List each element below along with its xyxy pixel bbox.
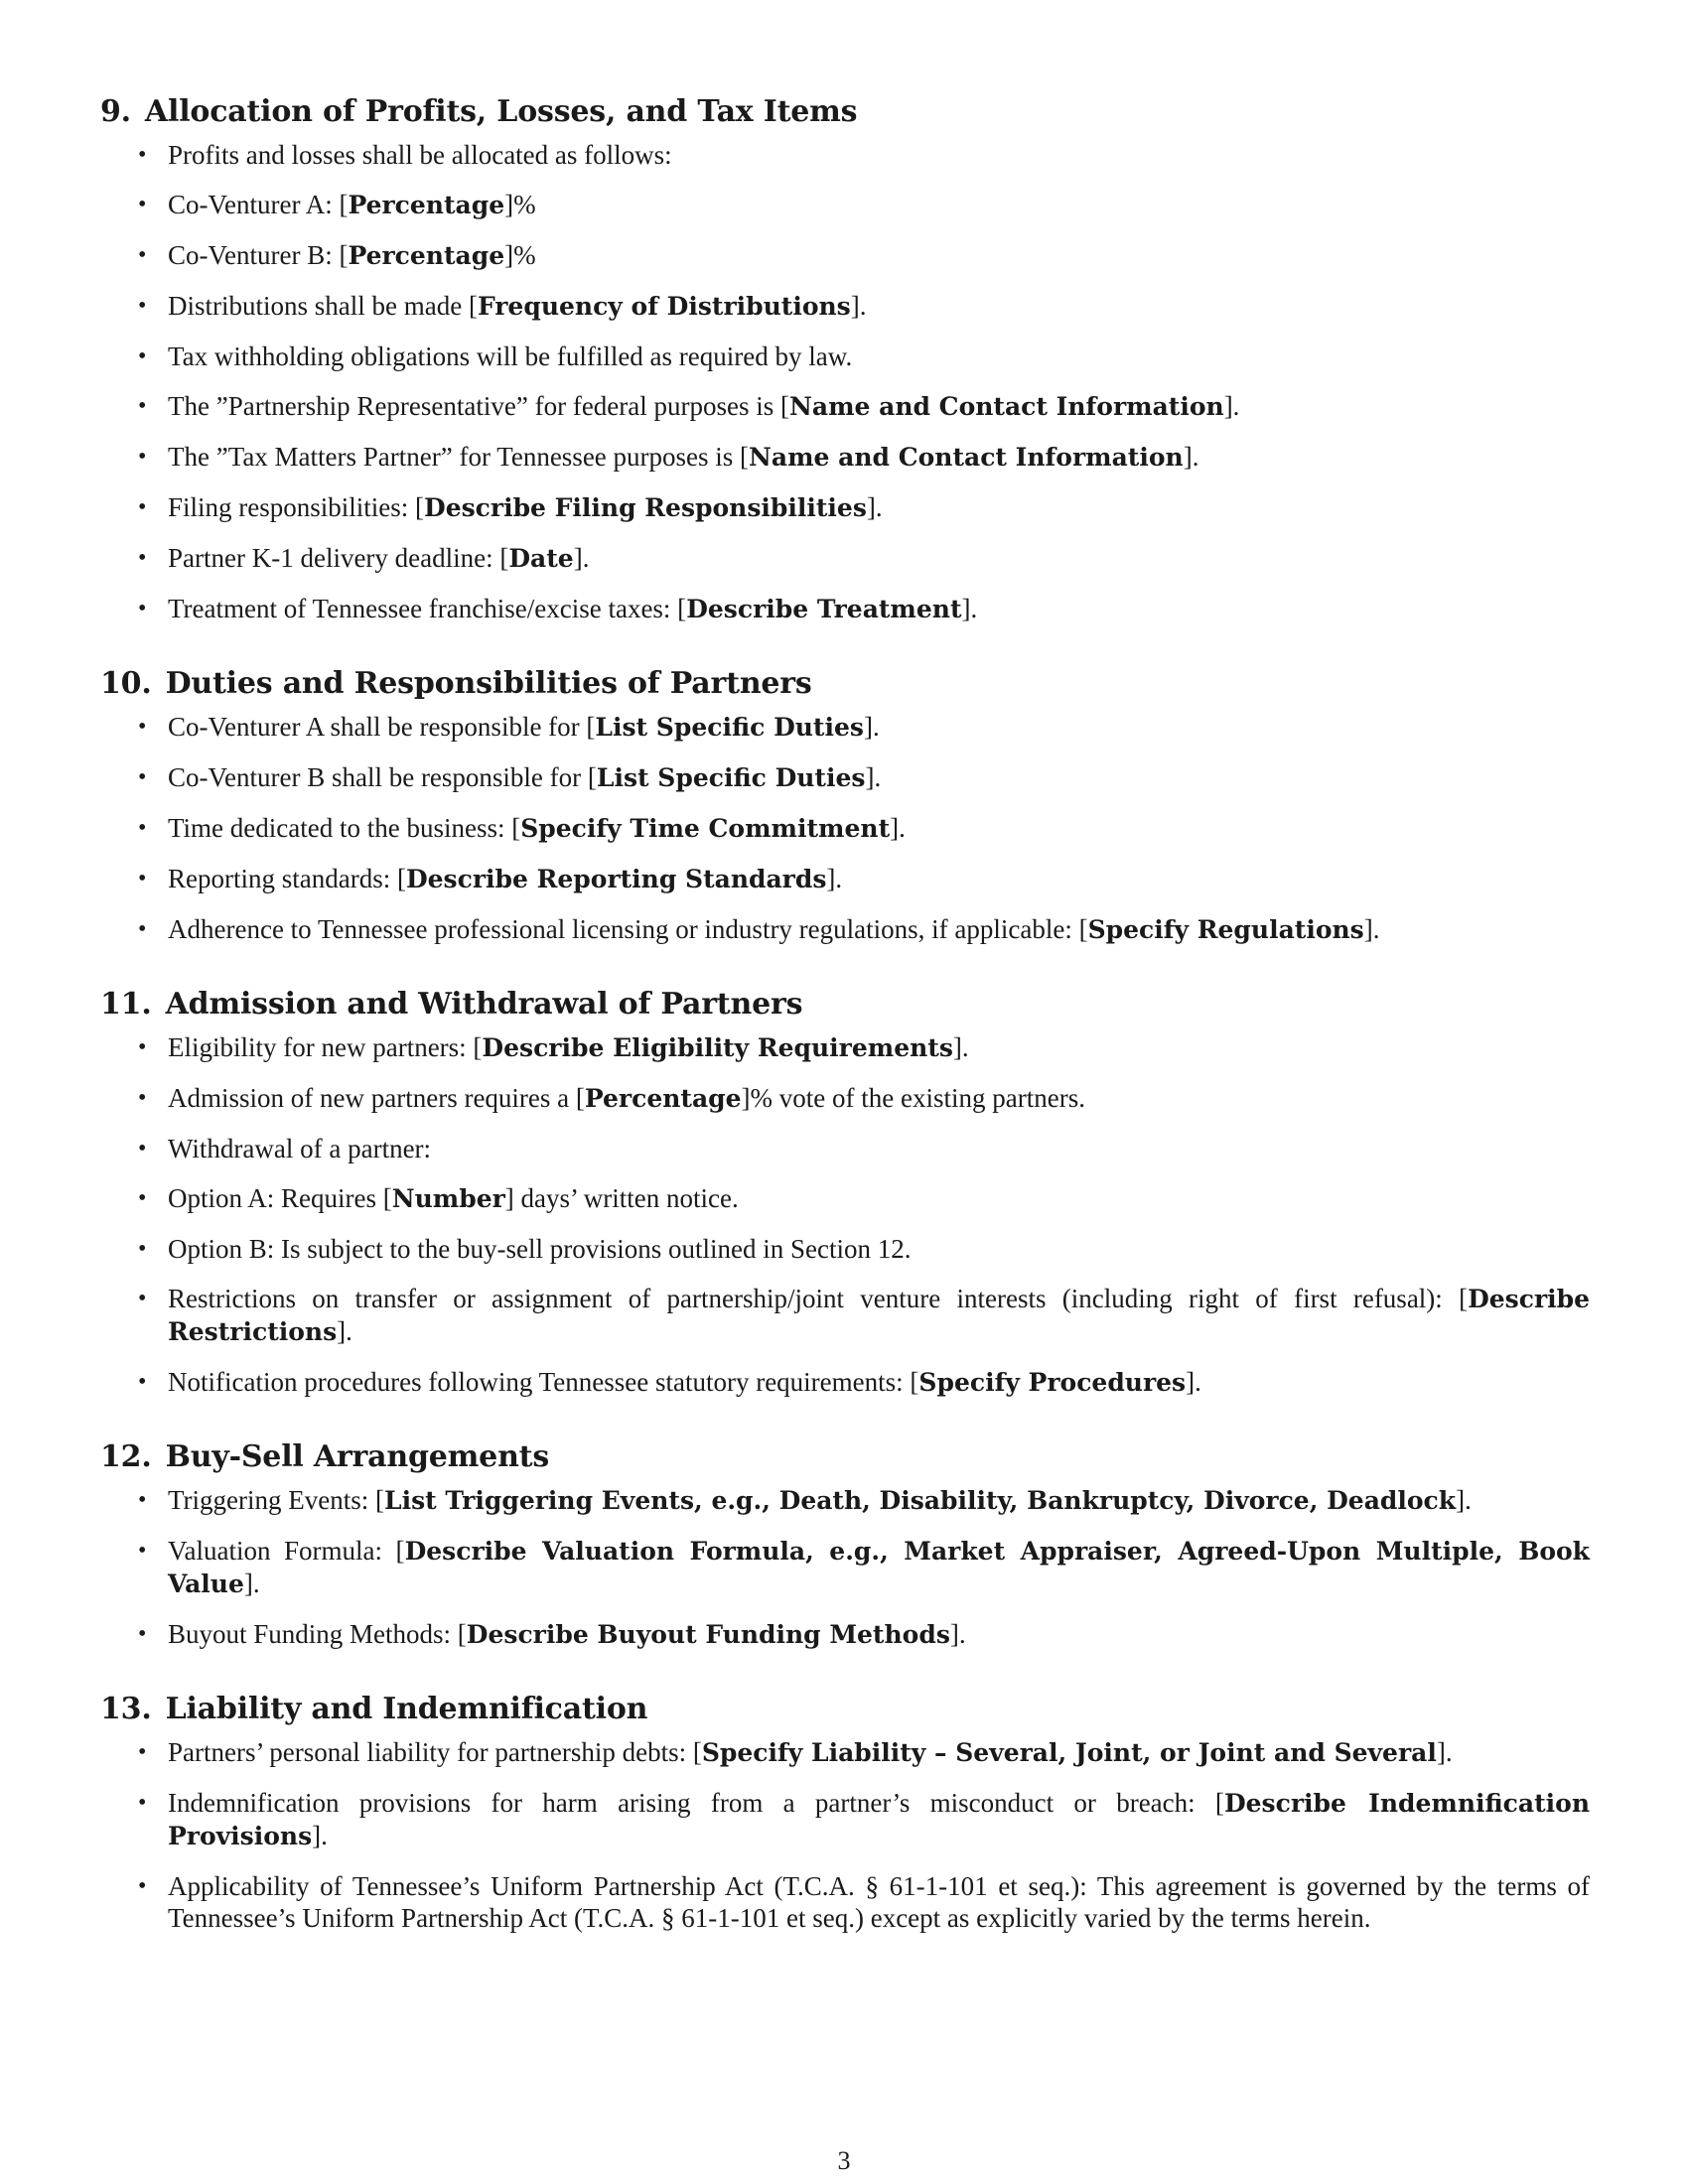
section-heading — [100, 91, 1590, 133]
item-text: Co-Venturer B: [ — [168, 240, 349, 270]
item-text: Valuation Formula: [ — [168, 1536, 405, 1566]
list-item — [100, 1082, 1590, 1115]
section-0 — [100, 91, 1590, 625]
section-number: 12. — [100, 1439, 152, 1474]
item-text: ]% — [504, 240, 536, 270]
bullet-list — [100, 1031, 1590, 1399]
placeholder-field: Describe Valuation Formula, e.g., Market Appraiser, Agreed-Upon Multiple, Book Value — [168, 1537, 1590, 1598]
placeholder-field: List Triggering Events, e.g., Death, Disability, Bankruptcy, Divorce, Deadlock — [384, 1486, 1457, 1515]
list-item — [100, 761, 1590, 794]
item-text: ]. — [826, 864, 843, 893]
item-text: Partner K-1 delivery deadline: [ — [168, 543, 509, 573]
section-4 — [100, 1689, 1590, 1934]
placeholder-field: Specify Regulations — [1087, 915, 1364, 944]
section-number: 11. — [100, 987, 152, 1022]
item-text: ]. — [949, 1619, 966, 1649]
item-text: Indemnification provisions for harm arising from a partner’s misconduct or breach: [ — [168, 1788, 1224, 1818]
item-text: ]. — [1223, 391, 1240, 421]
item-text: Co-Venturer B shall be responsible for [ — [168, 762, 597, 792]
item-text: Option B: Is subject to the buy-sell provisions outlined in Section 12. — [168, 1234, 912, 1264]
placeholder-field: Specify Liability – Several, Joint, or Joint and Several — [701, 1738, 1437, 1767]
placeholder-field: Describe Buyout Funding Methods — [466, 1620, 950, 1649]
item-text: Withdrawal of a partner: — [168, 1134, 432, 1163]
item-text: Distributions shall be made [ — [168, 291, 478, 321]
item-text: The ”Partnership Representative” for federal purposes is [ — [168, 391, 790, 421]
placeholder-field: Describe Treatment — [686, 595, 962, 623]
document-body — [100, 91, 1590, 1972]
list-item — [100, 239, 1590, 272]
placeholder-field: Describe Filing Responsibilities — [424, 493, 867, 522]
item-text: ]. — [961, 594, 978, 623]
placeholder-field: Specify Time Commitment — [520, 814, 891, 843]
section-3 — [100, 1436, 1590, 1651]
placeholder-field: Name and Contact Information — [749, 443, 1184, 472]
item-text: Triggering Events: [ — [168, 1485, 384, 1515]
section-title: Admission and Withdrawal of Partners — [165, 987, 803, 1022]
item-text: Time dedicated to the business: [ — [168, 813, 521, 843]
section-number: 9. — [100, 94, 131, 129]
item-text: The ”Tax Matters Partner” for Tennessee purposes is [ — [168, 442, 750, 472]
bullet-list — [100, 711, 1590, 946]
item-text: Partners’ personal liability for partnership debts: [ — [168, 1737, 702, 1767]
list-item — [100, 1870, 1590, 1934]
bullet-list — [100, 1736, 1590, 1934]
section-title: Duties and Responsibilities of Partners — [165, 666, 812, 701]
list-item — [100, 711, 1590, 744]
placeholder-field: Describe Reporting Standards — [405, 865, 827, 893]
section-number: 10. — [100, 666, 152, 701]
list-item — [100, 1233, 1590, 1265]
section-number: 13. — [100, 1692, 152, 1726]
placeholder-field: Date — [508, 544, 574, 573]
list-item — [100, 1366, 1590, 1399]
item-text: Restrictions on transfer or assignment of partnership/joint venture interests (including right of first refusal): [ — [168, 1284, 1469, 1313]
placeholder-field: Percentage — [584, 1084, 742, 1113]
item-text: ]. — [1363, 914, 1380, 944]
list-item — [100, 290, 1590, 323]
item-text: Co-Venturer A shall be responsible for [ — [168, 712, 596, 742]
placeholder-field: List Specific Duties — [595, 713, 864, 742]
item-text: Filing responsibilities: [ — [168, 492, 425, 522]
item-text: Reporting standards: [ — [168, 864, 406, 893]
bullet-list — [100, 1484, 1590, 1651]
list-item — [100, 593, 1590, 625]
section-title: Buy-Sell Arrangements — [165, 1439, 550, 1474]
list-item — [100, 812, 1590, 845]
list-item — [100, 1283, 1590, 1348]
list-item — [100, 390, 1590, 423]
item-text: Admission of new partners requires a [ — [168, 1083, 585, 1113]
section-heading — [100, 1689, 1590, 1730]
item-text: ]% — [504, 190, 536, 219]
list-item — [100, 913, 1590, 946]
item-text: Buyout Funding Methods: [ — [168, 1619, 467, 1649]
list-item — [100, 1031, 1590, 1064]
list-item — [100, 441, 1590, 474]
item-text: ]. — [1436, 1737, 1453, 1767]
list-item — [100, 1182, 1590, 1215]
item-text: ]. — [952, 1032, 969, 1062]
list-item — [100, 863, 1590, 895]
item-text: Tax withholding obligations will be fulfilled as required by law. — [168, 341, 853, 371]
section-heading — [100, 1436, 1590, 1478]
list-item — [100, 542, 1590, 575]
item-text: ]. — [1183, 442, 1199, 472]
list-item — [100, 1736, 1590, 1769]
section-2 — [100, 984, 1590, 1399]
section-heading — [100, 984, 1590, 1025]
item-text: Co-Venturer A: [ — [168, 190, 349, 219]
placeholder-field: Describe Indemnification Provisions — [168, 1789, 1590, 1850]
item-text: ]. — [890, 813, 906, 843]
placeholder-field: Describe Restrictions — [168, 1285, 1590, 1346]
list-item — [100, 1535, 1590, 1600]
item-text: Applicability of Tennessee’s Uniform Partnership Act (T.C.A. § 61-1-101 et seq.): This agreement is governed by the terms of Tennessee’s Uniform Partnership Act (T.C.A. § 61-1-101 et seq.) except as explicitly varied by the terms herein. — [168, 1871, 1590, 1933]
placeholder-field: Frequency of Distributions — [477, 292, 851, 321]
list-item — [100, 491, 1590, 524]
list-item — [100, 1484, 1590, 1517]
placeholder-field: Percentage — [348, 241, 505, 270]
placeholder-field: Describe Eligibility Requirements — [482, 1033, 953, 1062]
item-text: Treatment of Tennessee franchise/excise taxes: [ — [168, 594, 687, 623]
section-title: Allocation of Profits, Losses, and Tax Items — [144, 94, 858, 129]
list-item — [100, 1787, 1590, 1852]
section-heading — [100, 663, 1590, 705]
item-text: ]. — [850, 291, 867, 321]
item-text: ]. — [243, 1569, 260, 1598]
placeholder-field: Number — [391, 1184, 505, 1213]
placeholder-field: Specify Procedures — [918, 1368, 1187, 1397]
item-text: ]. — [1456, 1485, 1472, 1515]
page-number: 3 — [837, 2146, 851, 2175]
placeholder-field: Percentage — [348, 191, 505, 219]
placeholder-field: Name and Contact Information — [789, 392, 1224, 421]
list-item — [100, 139, 1590, 171]
item-text: ]% vote of the existing partners. — [741, 1083, 1085, 1113]
section-1 — [100, 663, 1590, 946]
section-title: Liability and Indemnification — [165, 1692, 648, 1726]
item-text: ]. — [865, 762, 882, 792]
item-text: Option A: Requires [ — [168, 1183, 392, 1213]
item-text: Profits and losses shall be allocated as follows: — [168, 140, 672, 170]
item-text: ]. — [337, 1316, 352, 1346]
item-text: Notification procedures following Tennessee statutory requirements: [ — [168, 1367, 919, 1397]
list-item — [100, 1133, 1590, 1164]
item-text: ]. — [863, 712, 880, 742]
placeholder-field: List Specific Duties — [596, 763, 866, 792]
item-text: Eligibility for new partners: [ — [168, 1032, 483, 1062]
item-text: ]. — [312, 1821, 328, 1850]
item-text: ]. — [866, 492, 883, 522]
item-text: ] days’ written notice. — [504, 1183, 739, 1213]
bullet-list — [100, 139, 1590, 625]
list-item — [100, 189, 1590, 221]
list-item — [100, 341, 1590, 372]
list-item — [100, 1618, 1590, 1651]
item-text: ]. — [1186, 1367, 1201, 1397]
item-text: ]. — [573, 543, 590, 573]
item-text: Adherence to Tennessee professional licensing or industry regulations, if applicable: [ — [168, 914, 1088, 944]
